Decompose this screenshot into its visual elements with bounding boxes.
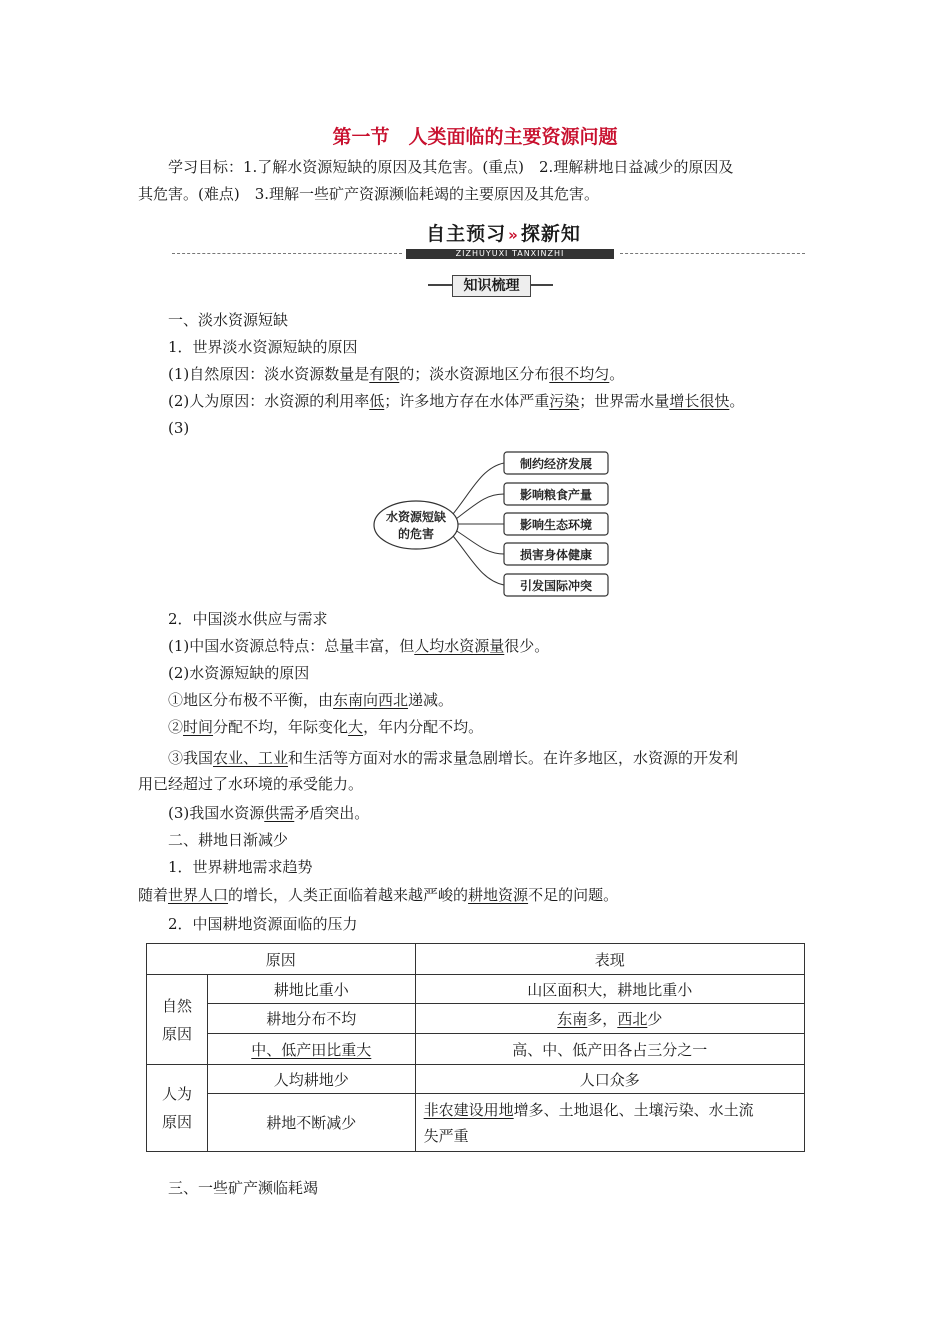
table-cell: 人口众多: [415, 1065, 804, 1094]
objectives-line-1: 学习目标：1.了解水资源短缺的原因及其危害。(重点) 2.理解耕地日益减少的原因及: [168, 158, 734, 176]
table-cell: 耕地比重小: [207, 975, 415, 1004]
banner-title-2: 探新知: [520, 223, 581, 245]
table-row: [147, 1094, 805, 1152]
section-tag-label: 知识梳理: [452, 275, 531, 297]
page-title: 第一节 人类面临的主要资源问题: [332, 126, 618, 148]
cause-item-3: ③我国农业、工业和生活等方面对水的需求量急剧增长。在许多地区，水资源的开发利: [168, 749, 739, 767]
table-cell: 耕地不断减少: [207, 1094, 415, 1152]
table-cell: 人均耕地少: [207, 1065, 415, 1094]
section-tag: [428, 275, 553, 295]
banner-divider-right: [620, 253, 805, 254]
item-3-label: (3): [168, 419, 190, 437]
diagram-center-line-1: 水资源短缺: [385, 510, 447, 524]
table-cell: 中、低产田比重大: [207, 1034, 415, 1065]
table-header-row: [147, 944, 805, 975]
banner-subtitle: ZIZHUYUXI TANXINZHI: [406, 249, 614, 259]
table-row: [147, 1065, 805, 1094]
table-cell: 耕地分布不均: [207, 1004, 415, 1034]
cause-item-2: ②时间分配不均，年际变化大，年内分配不均。: [168, 718, 484, 736]
table-cell: 东南多，西北少: [415, 1004, 804, 1034]
diagram-branch-2: 影响粮食产量: [519, 488, 593, 502]
section-banner: [412, 219, 595, 247]
table-row: [147, 1034, 805, 1065]
table-cell: 山区面积大，耕地比重小: [415, 975, 804, 1004]
sub-heading-china-farmland: 2．中国耕地资源面临的压力: [168, 915, 358, 933]
table-cell: 非农建设用地增多、土地退化、土壤污染、水土流 失严重: [415, 1094, 804, 1152]
shortage-cause-heading: (2)水资源短缺的原因: [168, 664, 310, 682]
diagram-center-node: [374, 501, 458, 549]
table-header-manifestation: 表现: [415, 944, 804, 975]
banner-divider-left: [172, 253, 402, 254]
china-water-feature-line: (1)中国水资源总特点：总量丰富，但人均水资源量很少。: [168, 637, 550, 655]
cause-item-3-cont: 用已经超过了水环境的承受能力。: [138, 775, 364, 793]
diagram-branch-1: 制约经济发展: [519, 457, 593, 471]
banner-arrow-icon: »: [508, 226, 519, 244]
supply-demand-line: (3)我国水资源供需矛盾突出。: [168, 804, 370, 822]
table-header-cause: 原因: [147, 944, 416, 975]
diagram-branch-3: 影响生态环境: [519, 518, 593, 532]
natural-cause-group: 自然 原因: [147, 975, 208, 1065]
sub-heading-world-farmland: 1．世界耕地需求趋势: [168, 858, 313, 876]
heading-minerals: 三、一些矿产濒临耗竭: [168, 1179, 319, 1197]
cause-item-1: ①地区分布极不平衡，由东南向西北递减。: [168, 691, 454, 709]
farmland-pressure-table: [146, 943, 805, 1152]
heading-fresh-water: 一、淡水资源短缺: [168, 311, 289, 329]
farmland-trend-line: 随着世界人口的增长，人类正面临着越来越严峻的耕地资源不足的问题。: [138, 886, 619, 904]
table-row: [147, 975, 805, 1004]
human-cause-line: (2)人为原因：水资源的利用率低；许多地方存在水体严重污染；世界需水量增长很快。: [168, 392, 745, 410]
diagram-center-line-2: 的危害: [397, 527, 435, 541]
table-row: [147, 1004, 805, 1034]
table-cell: 高、中、低产田各占三分之一: [415, 1034, 804, 1065]
objectives-line-2: 其危害。(难点) 3.理解一些矿产资源濒临耗竭的主要原因及其危害。: [138, 185, 600, 203]
sub-heading-world-water: 1．世界淡水资源短缺的原因: [168, 338, 358, 356]
diagram-branch-5: 引发国际冲突: [519, 579, 593, 593]
water-shortage-harm-diagram: [370, 450, 620, 605]
human-cause-group: 人为 原因: [147, 1065, 208, 1152]
diagram-branch-4: 损害身体健康: [519, 548, 593, 562]
heading-farmland: 二、耕地日渐减少: [168, 831, 289, 849]
banner-title-1: 自主预习: [426, 223, 507, 245]
natural-cause-line: (1)自然原因：淡水资源数量是有限的；淡水资源地区分布很不均匀。: [168, 365, 625, 383]
sub-heading-china-water: 2．中国淡水供应与需求: [168, 610, 328, 628]
